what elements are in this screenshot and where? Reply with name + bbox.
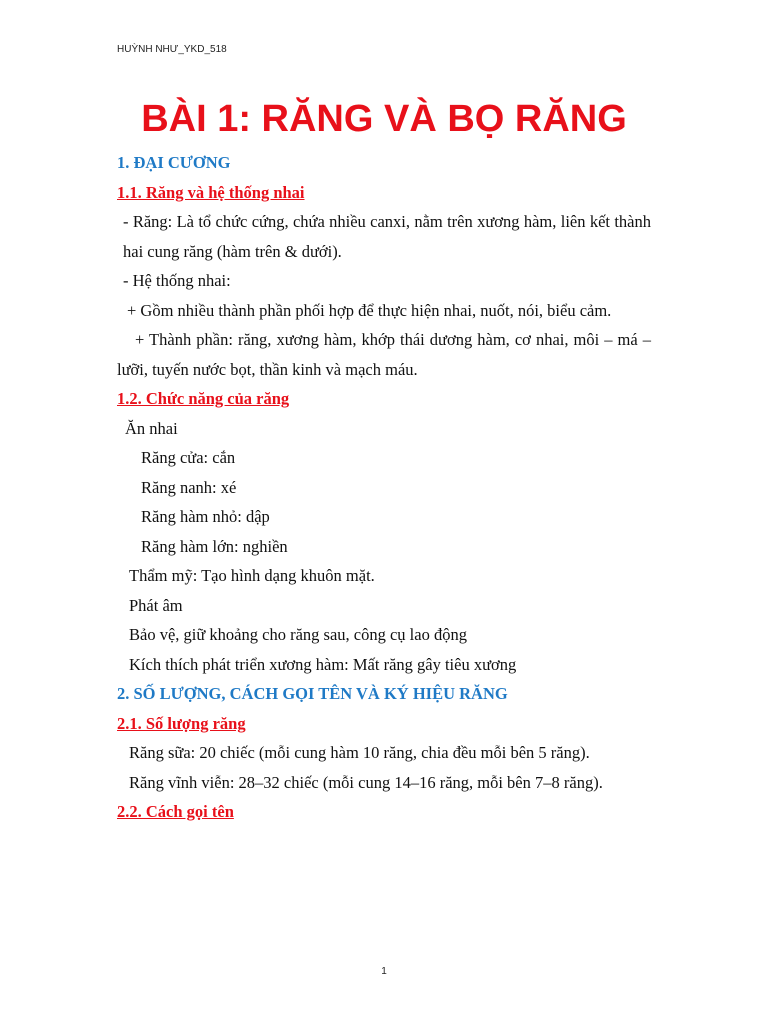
list-item-rang-cua: Răng cửa: cắn — [141, 448, 236, 467]
paragraph-gom-nhieu: + Gồm nhiều thành phần phối hợp để thực hiện nhai, nuốt, nói, biểu cảm. — [127, 300, 612, 320]
list-item-rang-nanh: Răng nanh: xé — [141, 477, 237, 497]
list-item-rang-ham-lon: Răng hàm lớn: nghiền — [141, 536, 288, 556]
paragraph-he-thong-nhai: - Hệ thống nhai: — [123, 271, 231, 290]
list-item-bao-ve: Bảo vệ, giữ khoảng cho răng sau, công cụ lao động — [129, 625, 467, 644]
subsection-heading-2-1: 2.1. Số lượng răng — [117, 713, 246, 733]
subsection-heading-1-2: 1.2. Chức năng của răng — [117, 389, 290, 408]
list-item-rang-ham-nho: Răng hàm nhỏ: dập — [141, 507, 270, 526]
section-heading-2: 2. SỐ LƯỢNG, CÁCH GỌI TÊN VÀ KÝ HIỆU RĂNG — [117, 684, 508, 703]
list-item-an-nhai: Ăn nhai — [125, 418, 178, 438]
page-header: HUỲNH NHƯ_YKD_518 — [117, 44, 227, 55]
document-body — [117, 148, 651, 827]
list-item-kich-thich: Kích thích phát triển xương hàm: Mất răng gây tiêu xương — [129, 654, 517, 674]
list-item-phat-am: Phát âm — [129, 595, 183, 615]
subsection-heading-2-2: 2.2. Cách gọi tên — [117, 802, 234, 821]
section-heading-1: 1. ĐẠI CƯƠNG — [117, 153, 231, 172]
paragraph-thanh-phan: + Thành phần: răng, xương hàm, khớp thái dương hàm, cơ nhai, môi – má – lưỡi, tuyến nước bọt, thần kinh và mạch máu. — [117, 330, 651, 379]
paragraph-rang: - Răng: Là tổ chức cứng, chứa nhiều canxi, nằm trên xương hàm, liên kết thành hai cung răng (hàm trên & dưới). — [123, 212, 651, 261]
paragraph-rang-sua: Răng sữa: 20 chiếc (mỗi cung hàm 10 răng, chia đều mỗi bên 5 răng). — [129, 743, 590, 762]
page-number: 1 — [381, 966, 387, 977]
subsection-heading-1-1: 1.1. Răng và hệ thống nhai — [117, 182, 305, 202]
list-item-tham-my: Thẩm mỹ: Tạo hình dạng khuôn mặt. — [129, 566, 375, 585]
document-title: BÀI 1: RĂNG VÀ BỌ RĂNG — [141, 98, 627, 140]
paragraph-rang-vinh-vien: Răng vĩnh viễn: 28–32 chiếc (mỗi cung 14–16 răng, mỗi bên 7–8 răng). — [129, 772, 603, 792]
